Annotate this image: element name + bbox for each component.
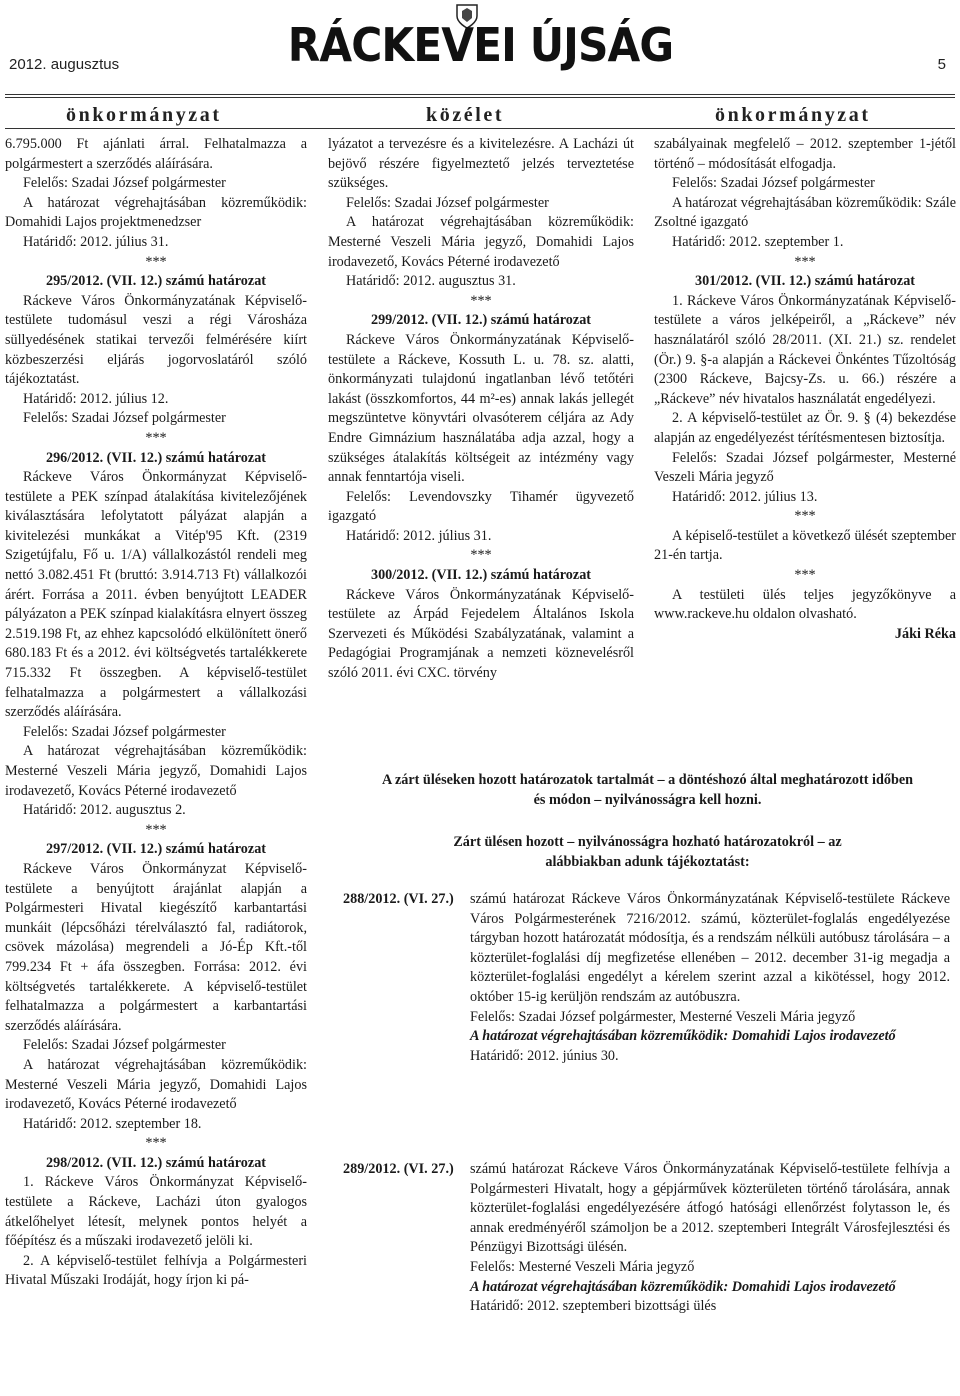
header-rule	[5, 94, 955, 95]
box-subheading: Zárt ülésen hozott – nyilvánosságra hozható határozatokról – az alábbiakban adunk tájékoztatást:	[453, 834, 842, 870]
hatarido: Határidő: 2012. szeptember 18.	[23, 1115, 202, 1132]
header-rule-2	[5, 97, 955, 98]
paragraph: 2. A képviselő-testület az Ör. 9. § (4) bekezdése alapján az engedélyezést térítésmentesen biztosítja.	[654, 410, 956, 446]
separator: ***	[145, 1135, 167, 1152]
paragraph: Ráckeve Város Önkormányzatának Képviselő-testülete a Ráckeve, Kossuth L. u. 78. sz. alatti, önkormányzati tulajdonú ingatlanban lévő tetőtéri lakást (összkomfortos, 44 m²-es) annak lakás jellegét megszüntetve könyvtári olvasóterem céljára az Ady Endre Gimnázium használatába adja azzal, hogy a szükséges átalakítás költségeit az intézmény vagy annak fenntartója viseli.	[328, 331, 634, 486]
paragraph: lyázatot a tervezésre és a kivitelezésre. A Lacházi út bejövő részére figyelmeztető jelzés terveztetése szükséges.	[328, 136, 634, 192]
issue-date: 2012. augusztus	[9, 56, 120, 73]
decision-title: 300/2012. (VII. 12.) számú határozat	[370, 567, 592, 584]
separator: ***	[470, 547, 492, 564]
kozremukodik: A határozat végrehajtásában közreműködik: Szále Zsoltné igazgató	[654, 194, 956, 231]
decision-288	[470, 890, 950, 1066]
separator: ***	[145, 821, 167, 838]
hatarido: Határidő: 2012. augusztus 31.	[346, 273, 516, 290]
hatarido: Határidő: 2012. július 31.	[23, 233, 169, 250]
felelos: Felelős: Szadai József polgármester	[23, 410, 226, 427]
felelos: Felelős: Mesterné Veszeli Mária jegyző	[470, 1258, 695, 1275]
paragraph: 1. Ráckeve Város Önkormányzatának Képviselő-testülete a város jelképeiről, a „Ráckeve” név használatáról szóló 28/2011. (XI. 21.) sz. rendelet (Ör.) 9. §-a alapján a Ráckevei Önkéntes Tűzoltóság (2300 Ráckeve, Bajcsy-Zs. u. 66.) részére a „Ráckeve” név hivatalos használatát engedélyezi.	[654, 292, 956, 407]
page-number: 5	[937, 56, 946, 73]
column-2	[328, 135, 634, 684]
kozremukodik: A határozat végrehajtásában közreműködik: Domahidi Lajos irodavezető	[470, 1028, 896, 1045]
paragraph: 6.795.000 Ft ajánlati árral. Felhatalmazza a polgármestert a szerződés aláírására.	[5, 136, 307, 172]
section-bar	[0, 104, 960, 128]
felelos: Felelős: Szadai József polgármester	[346, 194, 549, 211]
kozremukodik: A határozat végrehajtásában közreműködik: Mesterné Veszeli Mária jegyző, Domahidi Lajos irodavezető, Kovács Péterné irodavezető	[5, 1056, 307, 1113]
separator: ***	[794, 253, 816, 270]
hatarido: Határidő: 2012. június 30.	[470, 1047, 619, 1064]
hatarido: Határidő: 2012. július 13.	[672, 488, 818, 505]
newspaper-title: RÁCKEVEI ÚJSÁG	[287, 18, 673, 72]
decision-289	[470, 1160, 950, 1317]
decision-text: számú határozat Ráckeve Város Önkormányzatának Képviselő-testülete felhívja a Polgármesteri Hivatalt, hogy a gépjárművek közterületen történő tárolására, annak közterület-foglalási engedélyezésére átfogó hatósági ellenőrzést folytasson le, és annak eredményéről számoljon be a 2012. szeptemberi Integrált Városfejlesztési és Pénzügyi Bizottsági ülésén.	[470, 1161, 950, 1256]
decision-title: 295/2012. (VII. 12.) számú határozat	[45, 273, 267, 290]
hatarido: Határidő: 2012. augusztus 2.	[23, 802, 186, 819]
separator: ***	[794, 508, 816, 525]
paragraph: Ráckeve Város Önkormányzat Képviselő-testülete a PEK színpad átalakítása kivitelezőjének kiválasztására lefolytatott pályázat alapján a kivitelezési munkákat a Vitép'95 Kft. (2319 Szigetújfalu, Fő u. 1/A) vállalkozástól rendeli meg nettó 3.082.451 Ft (bruttó: 3.914.713 Ft) vállalkozói árért. Forrása a 2011. évben benyújtott LEADER pályázaton a PEK színpad kialakításra elnyert összeg 2.519.198 Ft, az ehhez kapcsolódó elkülönített önerő 680.183 Ft és a 2012. évi költségvetés tartalékkerete 715.332 Ft összegben. A képviselő-testület felhatalmazza a polgármestert a vállalkozási szerződés aláírására.	[5, 469, 307, 721]
decision-number: 289/2012. (VI. 27.)	[343, 1161, 454, 1177]
felelos: Felelős: Szadai József polgármester, Mesterné Veszeli Mária jegyző	[470, 1008, 856, 1025]
section-label-left: önkormányzat	[66, 104, 222, 126]
felelos: Felelős: Szadai József polgármester	[23, 1037, 226, 1054]
felelos: Felelős: Szadai József polgármester	[23, 723, 226, 740]
separator: ***	[794, 567, 816, 584]
section-rule	[5, 128, 955, 129]
kozremukodik: A határozat végrehajtásában közreműködik: Mesterné Veszeli Mária jegyző, Domahidi Lajos irodavezető, Kovács Péterné irodavezető	[328, 214, 634, 270]
paragraph: A testületi ülés teljes jegyzőkönyve a www.rackeve.hu oldalon olvasható.	[654, 586, 956, 623]
paragraph: Ráckeve Város Önkormányzatának Képviselő-testülete tudomásul veszi a régi Városháza süllyedésének statikai tervezői felmérésére kiírt közbeszerzési eljárás jogorvoslatáról szóló tájékoztatást.	[5, 292, 307, 388]
decision-title: 299/2012. (VII. 12.) számú határozat	[370, 312, 592, 329]
column-1	[5, 135, 307, 1291]
felelos: Felelős: Szadai József polgármester, Mesterné Veszeli Mária jegyző	[654, 449, 956, 486]
decision-title: 297/2012. (VII. 12.) számú határozat	[45, 841, 267, 858]
masthead	[0, 20, 960, 70]
separator: ***	[145, 429, 167, 446]
kozremukodik: A határozat végrehajtásában közreműködik: Mesterné Veszeli Mária jegyző, Domahidi Lajos irodavezető, Kovács Péterné irodavezető	[5, 743, 307, 799]
decision-title: 298/2012. (VII. 12.) számú határozat	[45, 1154, 267, 1171]
hatarido: Határidő: 2012. szeptemberi bizottsági ülés	[470, 1298, 717, 1315]
paragraph: szabályainak megfelelő – 2012. szeptember 1-jétől történő – módosítását elfogadja.	[654, 136, 956, 172]
separator: ***	[145, 253, 167, 270]
paragraph: A képiselő-testület a következő ülését szeptember 21-én tartja.	[654, 527, 956, 564]
felelos: Felelős: Szadai József polgármester	[23, 175, 226, 192]
decision-text: számú határozat Ráckeve Város Önkormányzatának Képviselő-testülete Ráckeve Város Polgármesterének 7216/2012. számú, közterület-foglalás engedélyezése tárgyban hozott határozatát módosítja, és a rendszám nélküli autóbusz tárolására – a közterület-foglalási díj megfizetése ellenében – 2012. december 31-ig megadja a közterület-foglalási engedélyt a kérelem szerint azzal a kikötéssel, hogy 2012. október 15-ig kerüljön rendszám az autóbuszra.	[470, 891, 950, 1005]
felelos: Felelős: Szadai József polgármester	[672, 175, 875, 192]
kozremukodik: A határozat végrehajtásában közreműködik: Domahidi Lajos irodavezető	[470, 1278, 896, 1295]
decision-title: 296/2012. (VII. 12.) számú határozat	[45, 449, 267, 466]
paragraph: 1. Ráckeve Város Önkormányzat Képviselő-testülete a Ráckeve, Lacházi úton gyalogos átkelőhelyet létesít, melynek pontos helyét a főépítész és a műszaki irodavezető jelöli ki.	[5, 1174, 307, 1250]
paragraph: Ráckeve Város Önkormányzatának Képviselő-testülete az Árpád Fejedelem Általános Iskola Szervezeti és Működési Szabályzatának, valamint a Pedagógiai Programjának a nemzeti köznevelésről szóló 2011. évi CXC. törvény	[328, 586, 634, 682]
decision-number: 288/2012. (VI. 27.)	[343, 891, 454, 907]
section-label-center: közélet	[426, 104, 505, 126]
column-3	[654, 135, 956, 644]
paragraph: Ráckeve Város Önkormányzat Képviselő-testülete a benyújtott árajánlat alapján a Polgármesteri Hivatal kiegészítő karbantartási munkáit (lépcsőházi térelválasztó fal, radiátorok, csövek mázolása) megrendeli a Jó-Ép Kft.-től 799.234 Ft + áfa összegben. Forrása: 2012. évi költségvetés tartalékkerete. A képviselő-testület felhatalmazza a polgármestert a karbantartási szerződés aláírására.	[5, 860, 307, 1034]
box-heading: A zárt üléseken hozott határozatok tartalmát – a döntéshozó által meghatározott időben és módon – nyilvánosságra kell hozni.	[381, 772, 914, 808]
separator: ***	[470, 292, 492, 309]
hatarido: Határidő: 2012. szeptember 1.	[672, 233, 844, 250]
decision-title: 301/2012. (VII. 12.) számú határozat	[694, 273, 916, 290]
closed-session-box	[340, 770, 955, 872]
hatarido: Határidő: 2012. július 12.	[23, 390, 169, 407]
kozremukodik: A határozat végrehajtásában közreműködik: Domahidi Lajos projektmenedzser	[5, 194, 307, 231]
hatarido: Határidő: 2012. július 31.	[346, 527, 492, 544]
paragraph: 2. A képviselő-testület felhívja a Polgármesteri Hivatal Műszaki Irodáját, hogy írjon ki pá-	[5, 1252, 307, 1289]
section-label-right: önkormányzat	[715, 104, 871, 126]
felelos: Felelős: Levendovszky Tihamér ügyvezető igazgató	[328, 488, 634, 525]
author-signature: Jáki Réka	[894, 625, 956, 642]
